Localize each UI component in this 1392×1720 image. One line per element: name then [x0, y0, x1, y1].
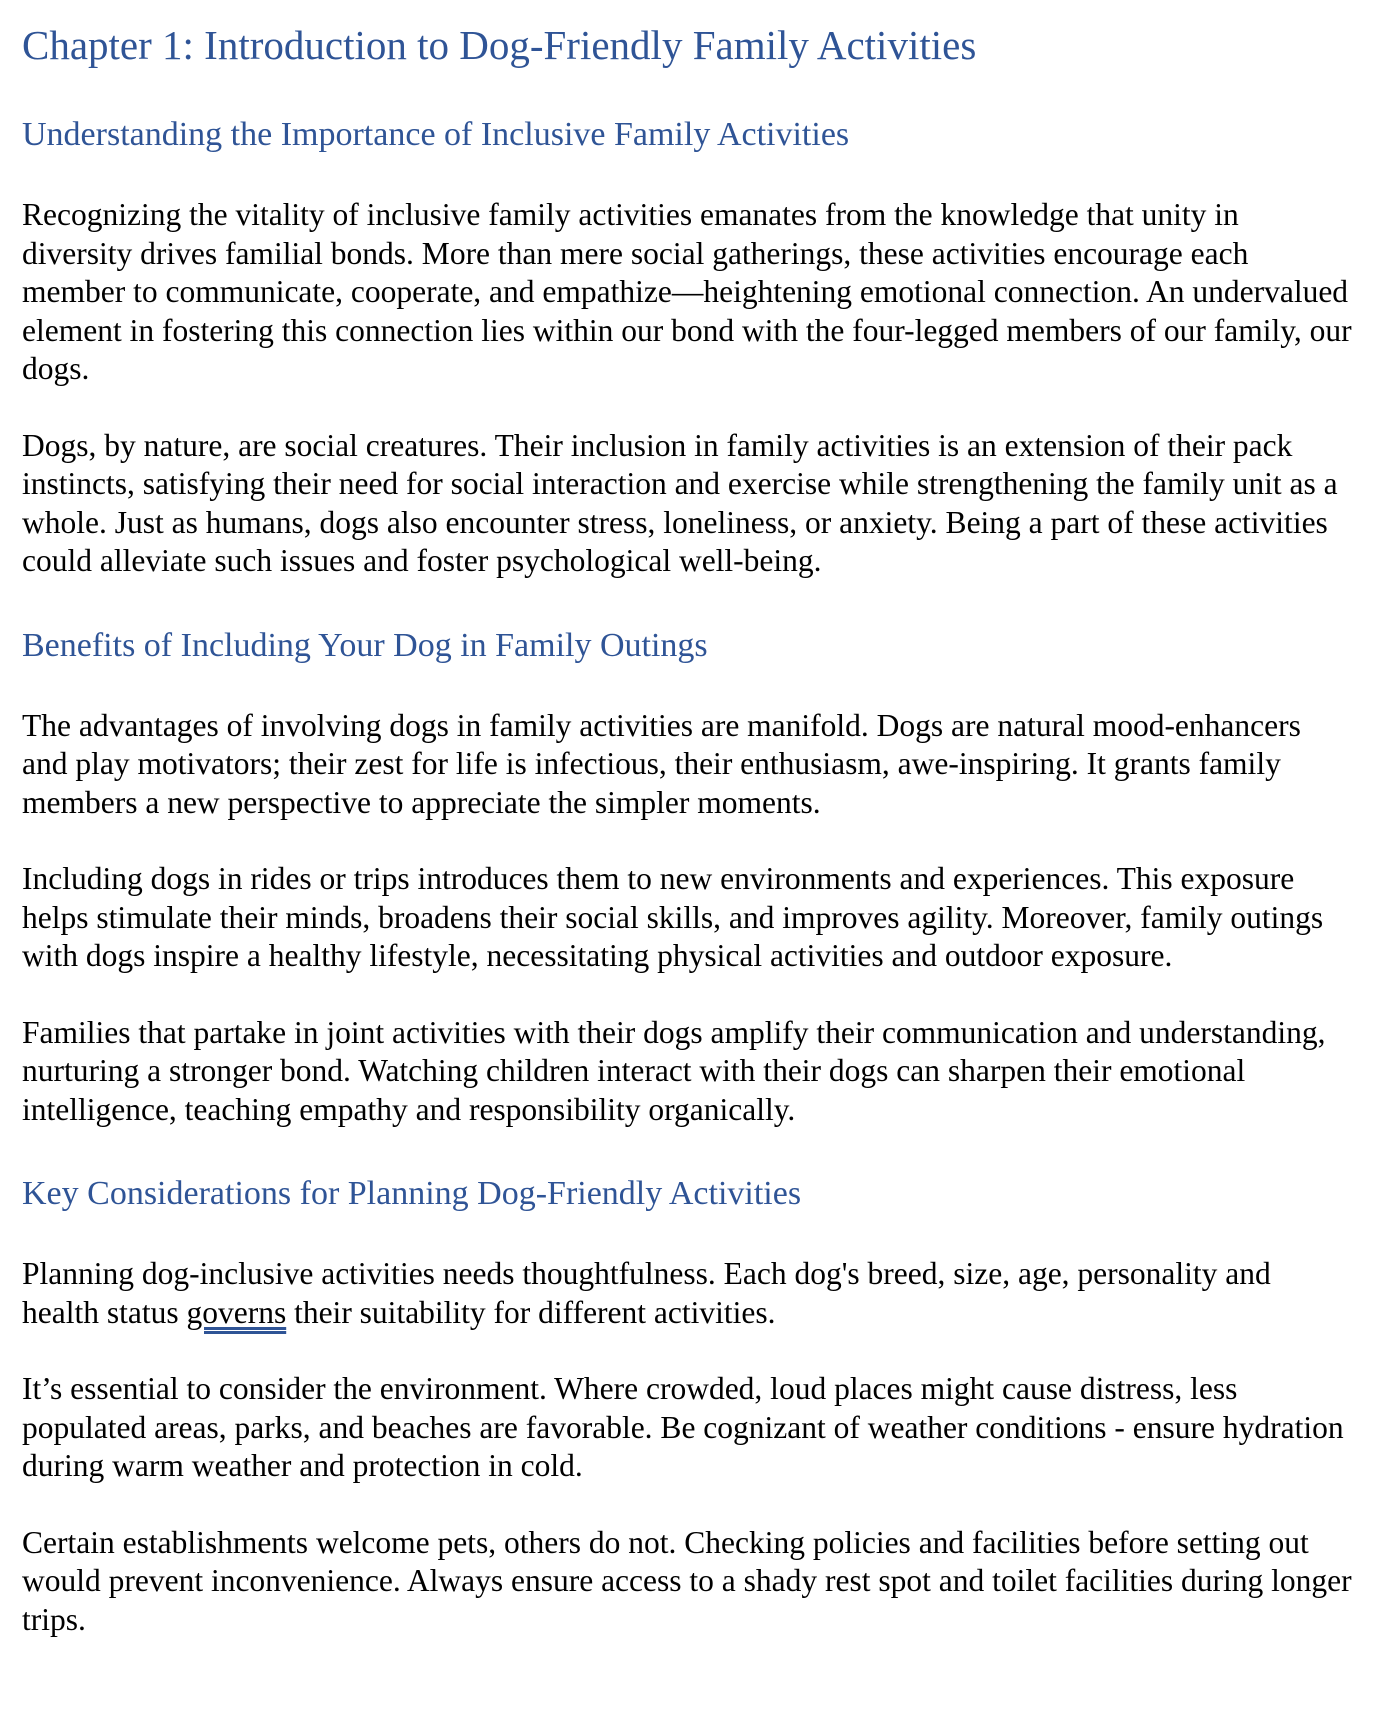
section-heading: Benefits of Including Your Dog in Family Outings [22, 626, 708, 664]
paragraph-text: their suitability for different activities. [286, 1294, 776, 1330]
paragraph: Recognizing the vitality of inclusive family activities emanates from the knowledge that unity in diversity drives familial bonds. More than mere social gatherings, these activities encourage each member to communicate, cooperate, and empathize—heightening emotional connection. An undervalued element in fostering this connection lies within our bond with the four-legged members of our family, our dogs. [22, 197, 1352, 386]
paragraph: The advantages of involving dogs in family activities are manifold. Dogs are natural mood-enhancers and play motivators; their zest for life is infectious, their enthusiasm, awe-inspiring. It grants family members a new perspective to appreciate the simpler moments. [22, 707, 1301, 820]
paragraph: Families that partake in joint activities with their dogs amplify their communication and understanding, nurturing a stronger bond. Watching children interact with their dogs can sharpen their emotional intelligence, teaching empathy and responsibility organically. [22, 1014, 1326, 1127]
paragraph [22, 1255, 1352, 1332]
chapter-title: Chapter 1: Introduction to Dog-Friendly Family Activities [22, 22, 977, 68]
paragraph-text: Planning dog-inclusive activities needs thoughtfulness. Each dog's breed, size, age, personality and health status [22, 1256, 1271, 1330]
paragraph: Dogs, by nature, are social creatures. Their inclusion in family activities is an extension of their pack instincts, satisfying their need for social interaction and exercise while strengthening the family unit as a whole. Just as humans, dogs also encounter stress, loneliness, or anxiety. Being a part of these activities could alleviate such issues and foster psychological well-being. [22, 427, 1338, 578]
paragraph: Including dogs in rides or trips introduces them to new environments and experiences. This exposure helps stimulate their minds, broadens their social skills, and improves agility. Moreover, family outings with dogs inspire a healthy lifestyle, necessitating physical activities and outdoor exposure. [22, 861, 1324, 973]
section-heading: Key Considerations for Planning Dog-Friendly Activities [22, 1175, 802, 1212]
document-page [22, 0, 1352, 1639]
paragraph: It’s essential to consider the environment. Where crowded, loud places might cause distress, less populated areas, parks, and beaches are favorable. Be cognizant of weather conditions - ensure hydration during warm weather and protection in cold. [22, 1371, 1344, 1483]
section-heading: Understanding the Importance of Inclusive Family Activities [22, 116, 850, 153]
paragraph: Certain establishments welcome pets, others do not. Checking policies and facilities before setting out would prevent inconvenience. Always ensure access to a shady rest spot and toilet facilities during longer trips. [22, 1524, 1352, 1637]
grammar-flagged-word[interactable]: governs [186, 1294, 287, 1330]
